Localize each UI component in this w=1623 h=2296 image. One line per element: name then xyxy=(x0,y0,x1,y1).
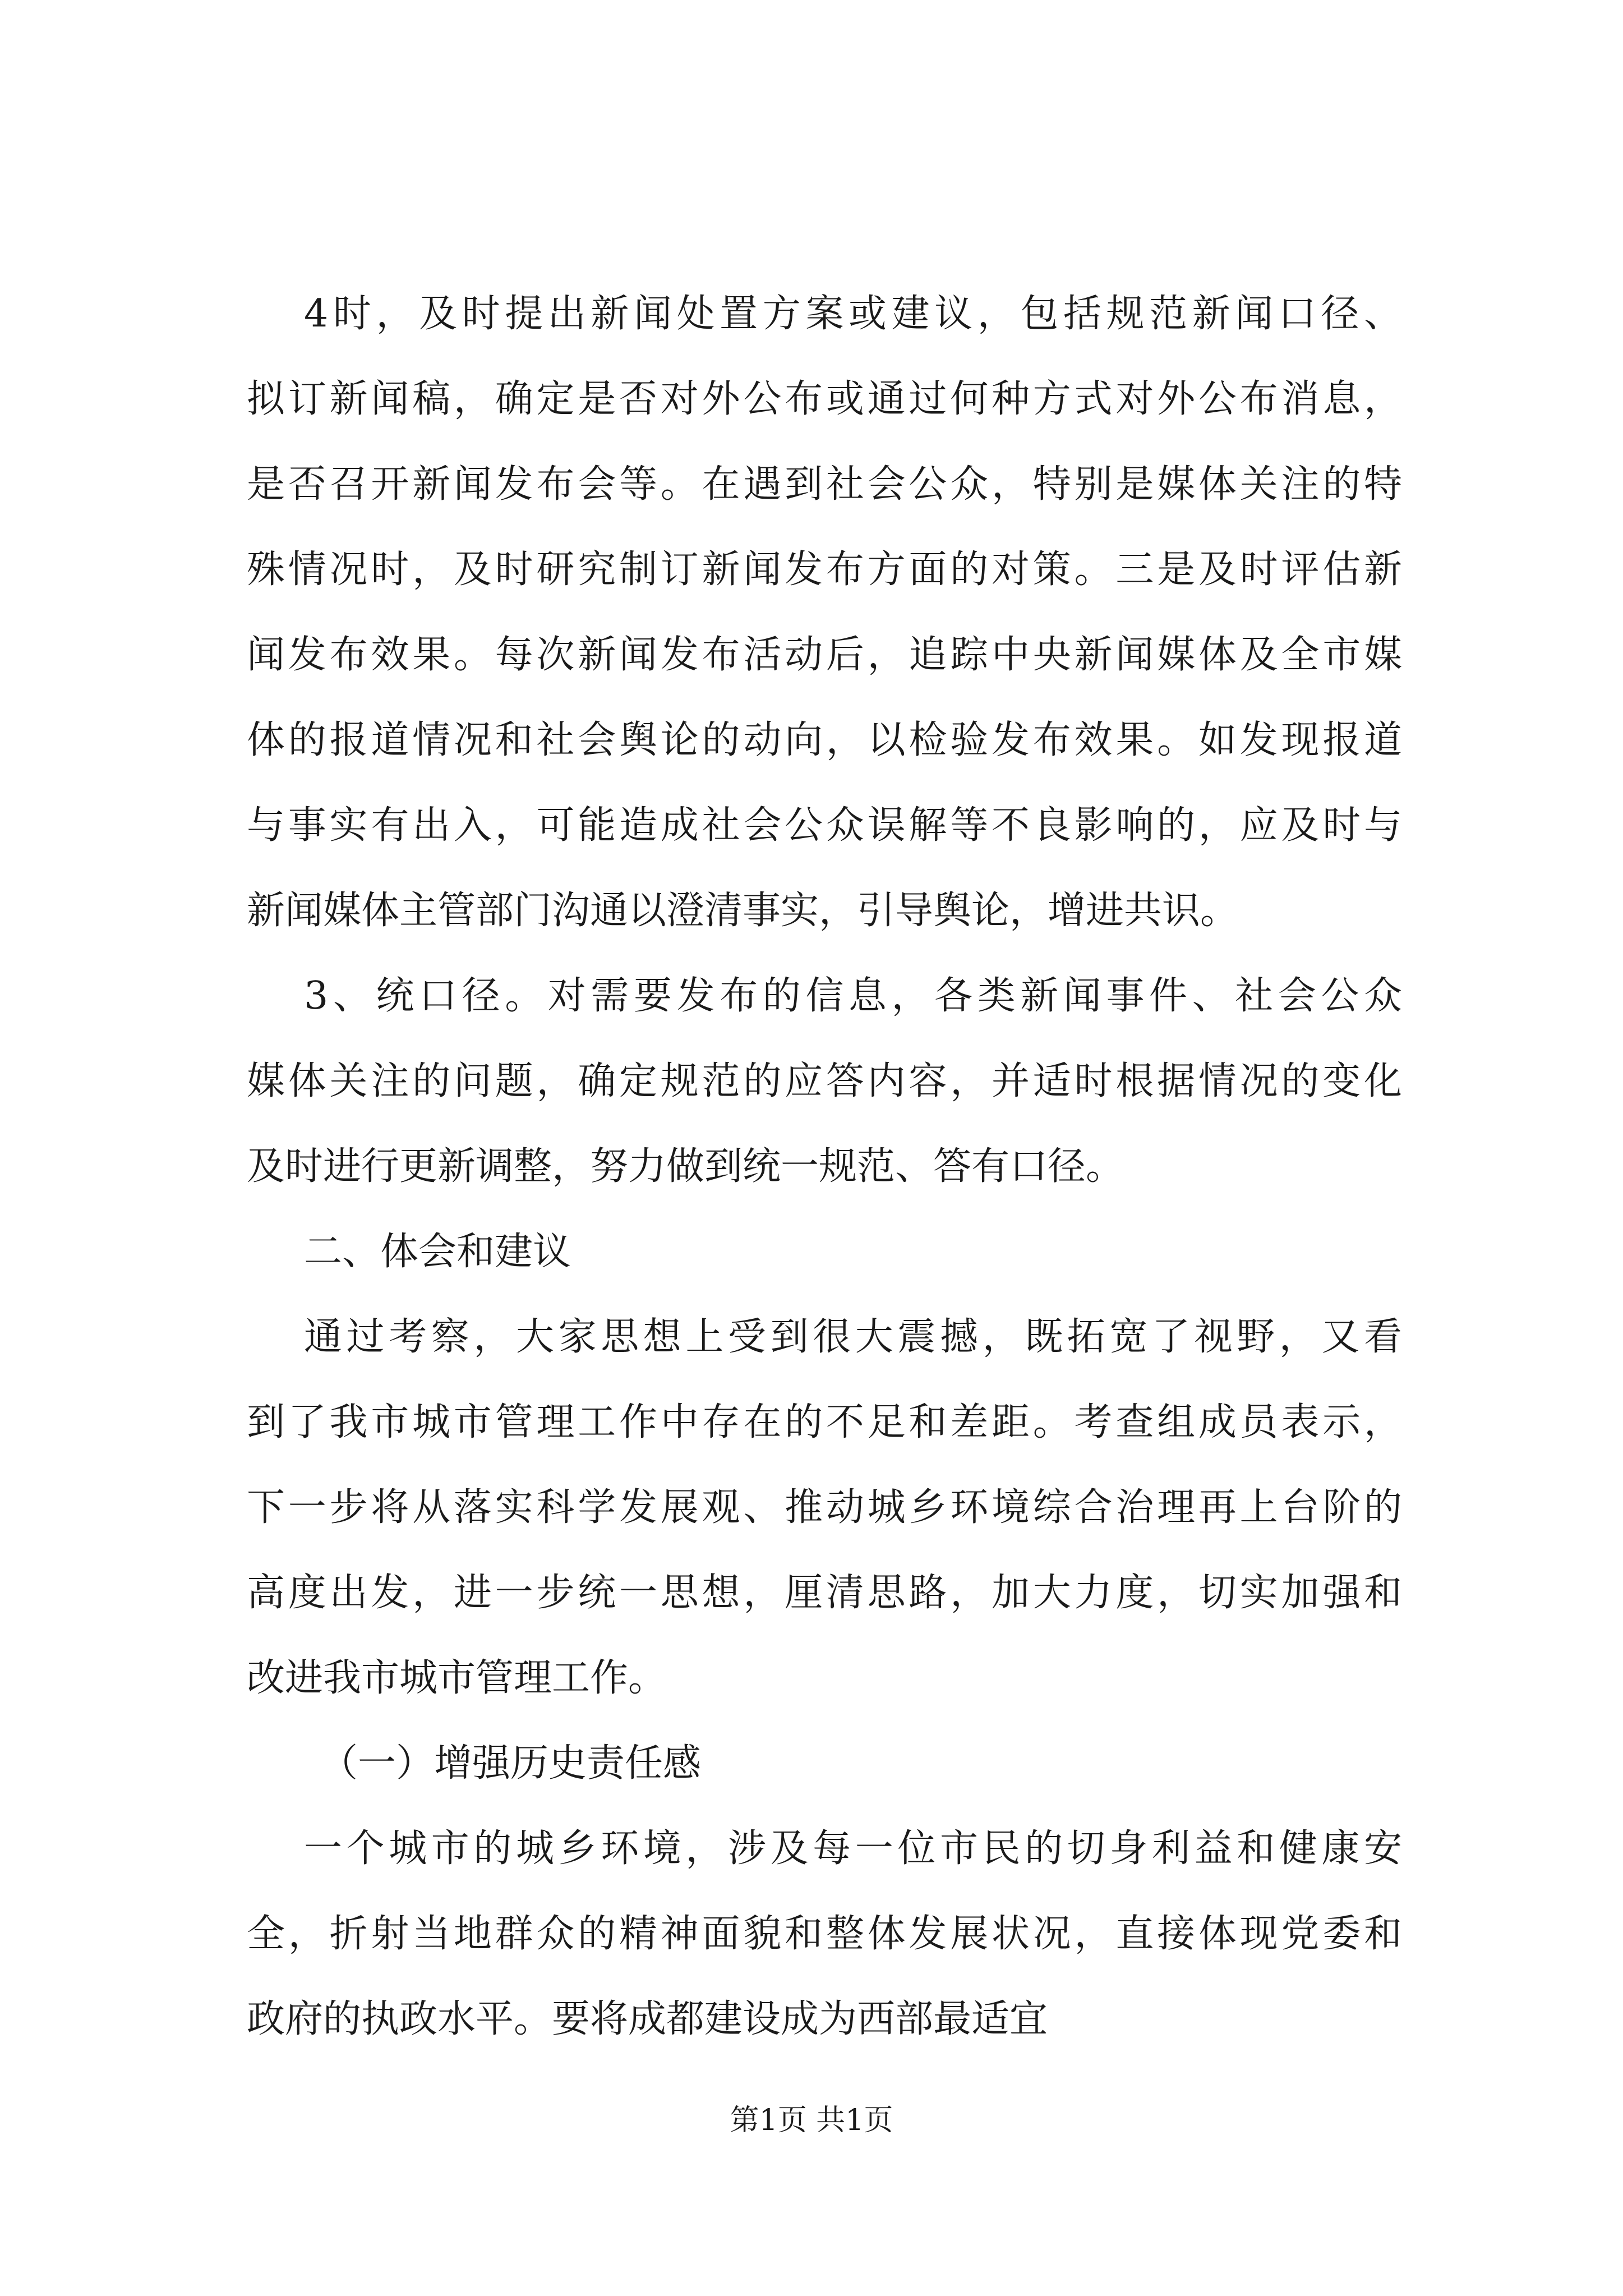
paragraph-line: 及时进行更新调整，努力做到统一规范、答有口径。 xyxy=(247,1144,1124,1189)
paragraph-line: 3、统口径。对需要发布的信息，各类新闻事件、社会公众 xyxy=(304,974,1402,1018)
paragraph-line: 通过考察，大家思想上受到很大震撼，既拓宽了视野，又看 xyxy=(304,1315,1402,1359)
page-number-footer: 第1页 共1页 xyxy=(730,2104,893,2137)
paragraph-line: 到了我市城市管理工作中存在的不足和差距。考查组成员表示， xyxy=(247,1400,1402,1444)
paragraph-line: 殊情况时，及时研究制订新闻发布方面的对策。三是及时评估新 xyxy=(247,547,1402,592)
paragraph-line: 闻发布效果。每次新闻发布活动后，追踪中央新闻媒体及全市媒 xyxy=(247,633,1402,677)
paragraph-line: 是否召开新闻发布会等。在遇到社会公众，特别是媒体关注的特 xyxy=(247,462,1402,507)
paragraph-line: 改进我市城市管理工作。 xyxy=(247,1656,667,1700)
paragraph-line: 一个城市的城乡环境，涉及每一位市民的切身利益和健康安 xyxy=(304,1826,1402,1871)
paragraph-line: 全，折射当地群众的精神面貌和整体发展状况，直接体现党委和 xyxy=(247,1912,1402,1956)
paragraph-line: 体的报道情况和社会舆论的动向，以检验发布效果。如发现报道 xyxy=(247,718,1402,762)
paragraph-line: 拟订新闻稿，确定是否对外公布或通过何种方式对外公布消息， xyxy=(247,377,1402,421)
paragraph-line: 新闻媒体主管部门沟通以澄清事实，引导舆论，增进共识。 xyxy=(247,889,1239,933)
paragraph-line: 4时，及时提出新闻处置方案或建议，包括规范新闻口径、 xyxy=(304,292,1402,336)
paragraph-line: 媒体关注的问题，确定规范的应答内容，并适时根据情况的变化 xyxy=(247,1059,1402,1103)
subsection-heading: （一）增强历史责任感 xyxy=(320,1741,702,1786)
paragraph-line: 政府的执政水平。要将成都建设成为西部最适宜 xyxy=(247,1997,1048,2041)
paragraph-line: 高度出发，进一步统一思想，厘清思路，加大力度，切实加强和 xyxy=(247,1571,1402,1615)
paragraph-line: 与事实有出入，可能造成社会公众误解等不良影响的，应及时与 xyxy=(247,803,1402,848)
paragraph-line: 下一步将从落实科学发展观、推动城乡环境综合治理再上台阶的 xyxy=(247,1485,1402,1530)
section-heading: 二、体会和建议 xyxy=(304,1230,571,1274)
